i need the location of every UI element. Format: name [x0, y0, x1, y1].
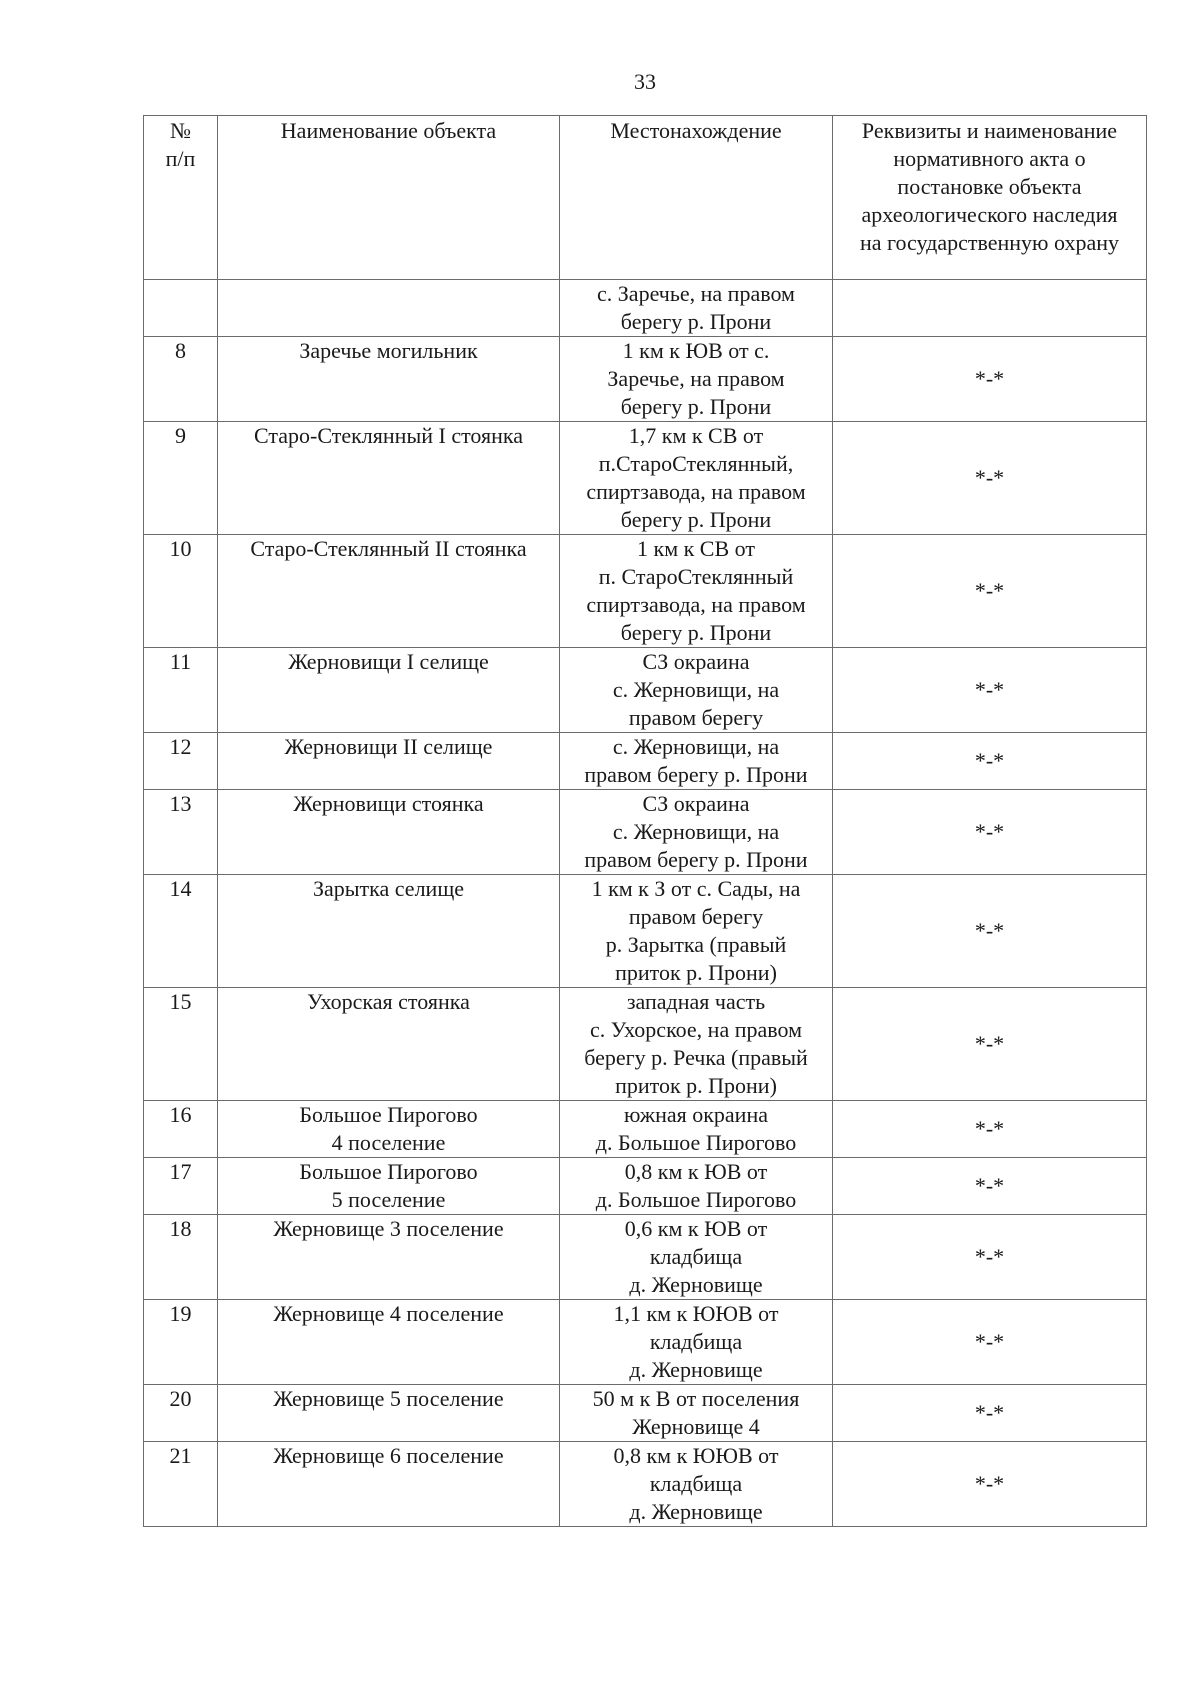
table-row	[144, 733, 1147, 790]
cell-legal-act: *-*	[833, 1158, 1147, 1215]
cell-legal-act: *-*	[833, 790, 1147, 875]
cell-legal-act: *-*	[833, 1101, 1147, 1158]
table-row	[144, 1442, 1147, 1527]
table-body	[144, 280, 1147, 1527]
table-row	[144, 1300, 1147, 1385]
header-line: №	[170, 118, 191, 143]
location-line: 1 км к З от с. Сады, на	[591, 876, 801, 901]
location-line: 1 км к ЮВ от с.	[622, 338, 770, 363]
location-line: п.СтароСтеклянный,	[598, 451, 794, 476]
cell-legal-act: *-*	[833, 988, 1147, 1101]
location-line: р. Зарытка (правый	[605, 932, 787, 957]
cell-number: 14	[144, 875, 218, 988]
location-line: Жерновище 4	[632, 1414, 760, 1439]
location-line: п. СтароСтеклянный	[598, 564, 794, 589]
header-line: нормативного акта о	[893, 146, 1086, 171]
location-line: д. Большое Пирогово	[595, 1130, 797, 1155]
location-line: кладбища	[649, 1329, 743, 1354]
header-line: на государственную охрану	[860, 230, 1119, 255]
cell-legal-act: *-*	[833, 1385, 1147, 1442]
location-line: с. Жерновищи, на	[612, 819, 780, 844]
table-row	[144, 790, 1147, 875]
table-row	[144, 1385, 1147, 1442]
cell-legal-act: *-*	[833, 337, 1147, 422]
cell-number: 21	[144, 1442, 218, 1527]
cell-location	[560, 1215, 833, 1300]
object-name-line: Заречье могильник	[299, 338, 478, 363]
location-line: Заречье, на правом	[607, 366, 785, 391]
object-name-line: 5 поселение	[331, 1187, 446, 1212]
table-row	[144, 1215, 1147, 1300]
location-line: с. Ухорское, на правом	[590, 1017, 802, 1042]
cell-number: 10	[144, 535, 218, 648]
header-number	[144, 116, 218, 280]
location-line: берегу р. Прони	[620, 507, 772, 532]
cell-object-name	[218, 875, 560, 988]
cell-object-name	[218, 790, 560, 875]
cell-legal-act	[833, 280, 1147, 337]
header-location	[560, 116, 833, 280]
page-number: 33	[634, 69, 656, 94]
location-line: с. Жерновищи, на	[612, 734, 780, 759]
cell-legal-act: *-*	[833, 1442, 1147, 1527]
cell-legal-act: *-*	[833, 1300, 1147, 1385]
cell-number: 16	[144, 1101, 218, 1158]
header-legal-act	[833, 116, 1147, 280]
cell-number	[144, 280, 218, 337]
header-line: Наименование объекта	[280, 118, 497, 143]
cell-object-name	[218, 733, 560, 790]
location-line: 50 м к В от поселения	[592, 1386, 800, 1411]
cell-location	[560, 1158, 833, 1215]
cell-object-name	[218, 1215, 560, 1300]
location-line: с. Жерновищи, на	[612, 677, 780, 702]
table-row	[144, 988, 1147, 1101]
table-row	[144, 280, 1147, 337]
cell-legal-act: *-*	[833, 648, 1147, 733]
header-line: археологического наследия	[861, 202, 1118, 227]
location-line: с. Заречье, на правом	[597, 281, 795, 306]
cell-location	[560, 1101, 833, 1158]
cell-number: 11	[144, 648, 218, 733]
cell-location	[560, 988, 833, 1101]
table-row	[144, 648, 1147, 733]
object-name-line: Большое Пирогово	[299, 1159, 478, 1184]
location-line: приток р. Прони)	[615, 960, 777, 985]
table-row	[144, 535, 1147, 648]
header-line: п/п	[165, 146, 196, 171]
location-line: д. Жерновище	[629, 1357, 763, 1382]
table-row	[144, 875, 1147, 988]
location-line: правом берегу р. Прони	[584, 762, 808, 787]
location-line: 1,1 км к ЮЮВ от	[613, 1301, 779, 1326]
cell-number: 20	[144, 1385, 218, 1442]
cell-location	[560, 337, 833, 422]
location-line: правом берегу	[628, 904, 764, 929]
header-line: постановке объекта	[897, 174, 1082, 199]
cell-location	[560, 648, 833, 733]
cell-object-name	[218, 535, 560, 648]
header-object-name	[218, 116, 560, 280]
cell-number: 8	[144, 337, 218, 422]
location-line: 0,6 км к ЮВ от	[624, 1216, 768, 1241]
header-line: Реквизиты и наименование	[861, 118, 1118, 143]
location-line: спиртзавода, на правом	[586, 479, 806, 504]
heritage-objects-table	[143, 115, 1147, 1527]
location-line: д. Жерновище	[629, 1499, 763, 1524]
cell-legal-act: *-*	[833, 1215, 1147, 1300]
cell-object-name	[218, 1158, 560, 1215]
object-name-line: Ухорская стоянка	[307, 989, 470, 1014]
header-line: Местонахождение	[610, 118, 782, 143]
cell-legal-act: *-*	[833, 535, 1147, 648]
cell-object-name	[218, 1442, 560, 1527]
cell-location	[560, 733, 833, 790]
location-line: 0,8 км к ЮВ от	[624, 1159, 768, 1184]
object-name-line: Жерновище 4 поселение	[273, 1301, 504, 1326]
location-line: д. Жерновище	[629, 1272, 763, 1297]
object-name-line: 4 поселение	[331, 1130, 446, 1155]
object-name-line: Зарытка селище	[312, 876, 465, 901]
location-line: южная окраина	[623, 1102, 768, 1127]
cell-legal-act: *-*	[833, 422, 1147, 535]
table-header-row	[144, 116, 1147, 280]
cell-location	[560, 1385, 833, 1442]
location-line: спиртзавода, на правом	[586, 592, 806, 617]
table-row	[144, 422, 1147, 535]
cell-number: 18	[144, 1215, 218, 1300]
cell-object-name	[218, 1101, 560, 1158]
cell-number: 19	[144, 1300, 218, 1385]
location-line: берегу р. Прони	[620, 309, 772, 334]
cell-number: 13	[144, 790, 218, 875]
object-name-line: Старо-Стеклянный I стоянка	[253, 423, 524, 448]
cell-location	[560, 1300, 833, 1385]
cell-object-name	[218, 1300, 560, 1385]
table-row	[144, 337, 1147, 422]
object-name-line: Жерновище 3 поселение	[273, 1216, 504, 1241]
object-name-line: Жерновищи II селище	[284, 734, 493, 759]
cell-object-name	[218, 648, 560, 733]
location-line: СЗ окраина	[642, 791, 750, 816]
location-line: западная часть	[626, 989, 766, 1014]
location-line: 1 км к СВ от	[637, 536, 755, 561]
cell-number: 9	[144, 422, 218, 535]
location-line: правом берегу	[628, 705, 764, 730]
cell-object-name	[218, 337, 560, 422]
object-name-line: Большое Пирогово	[299, 1102, 478, 1127]
object-name-line: Старо-Стеклянный II стоянка	[250, 536, 527, 561]
location-line: д. Большое Пирогово	[595, 1187, 797, 1212]
cell-object-name	[218, 1385, 560, 1442]
cell-location	[560, 790, 833, 875]
location-line: СЗ окраина	[642, 649, 750, 674]
location-line: 0,8 км к ЮЮВ от	[613, 1443, 779, 1468]
location-line: берегу р. Прони	[620, 620, 772, 645]
object-name-line: Жерновищи I селище	[288, 649, 489, 674]
location-line: берегу р. Речка (правый	[584, 1045, 808, 1070]
location-line: приток р. Прони)	[615, 1073, 777, 1098]
table-row	[144, 1101, 1147, 1158]
cell-location	[560, 1442, 833, 1527]
cell-number: 17	[144, 1158, 218, 1215]
cell-number: 12	[144, 733, 218, 790]
cell-legal-act: *-*	[833, 875, 1147, 988]
cell-object-name	[218, 422, 560, 535]
cell-location	[560, 422, 833, 535]
location-line: кладбища	[649, 1244, 743, 1269]
location-line: 1,7 км к СВ от	[628, 423, 764, 448]
cell-location	[560, 535, 833, 648]
cell-legal-act: *-*	[833, 733, 1147, 790]
location-line: берегу р. Прони	[620, 394, 772, 419]
location-line: кладбища	[649, 1471, 743, 1496]
cell-object-name	[218, 280, 560, 337]
cell-number: 15	[144, 988, 218, 1101]
object-name-line: Жерновище 6 поселение	[273, 1443, 504, 1468]
cell-location	[560, 875, 833, 988]
location-line: правом берегу р. Прони	[584, 847, 808, 872]
cell-location	[560, 280, 833, 337]
object-name-line: Жерновище 5 поселение	[273, 1386, 504, 1411]
cell-object-name	[218, 988, 560, 1101]
table-row	[144, 1158, 1147, 1215]
object-name-line: Жерновищи стоянка	[293, 791, 484, 816]
